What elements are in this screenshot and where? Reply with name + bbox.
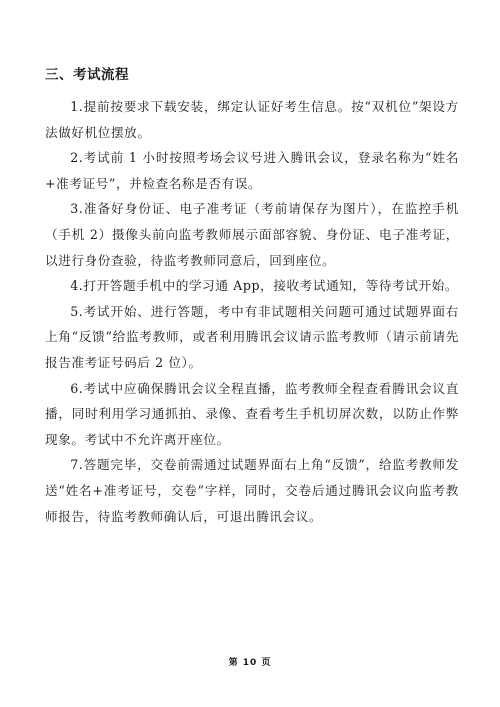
step-5-paragraph: 5.考试开始、进行答题，考中有非试题相关问题可通过试题界面右上角“反馈”给监考教师，或者利用腾讯会议请示监考教师（请示前请先报告准考证号码后 2 位）。 [45, 303, 459, 370]
step-2-paragraph: 2.考试前 1 小时按照考场会议号进入腾讯会议，登录名称为“姓名+准考证号”，并检查名称是否有误。 [45, 150, 459, 191]
step-6-paragraph: 6.考试中应确保腾讯会议全程直播，监考教师全程查看腾讯会议直播，同时利用学习通抓拍、录像、查看考生手机切屏次数，以防止作弊现象。考试中不允许离开座位。 [45, 380, 459, 447]
step-7-paragraph: 7.答题完毕，交卷前需通过试题界面右上角“反馈”，给监考教师发送“姓名+准考证号，交卷”字样，同时，交卷后通过腾讯会议向监考教师报告，待监考教师确认后，可退出腾讯会议。 [45, 457, 459, 524]
exam-procedure-body [45, 94, 459, 529]
section-heading: 三、考试流程 [45, 67, 129, 83]
step-3-paragraph: 3.准备好身份证、电子准考证（考前请保存为图片），在监控手机（手机 2）摄像头前向监考教师展示面部容貌、身份证、电子准考证，以进行身份查验，待监考教师同意后，回到座位。 [45, 201, 459, 268]
step-4-paragraph: 4.打开答题手机中的学习通 App，接收考试通知，等待考试开始。 [70, 278, 459, 294]
page-number: 第 10 页 [228, 658, 272, 668]
step-1-paragraph: 1.提前按要求下载安装，绑定认证好考生信息。按“双机位”架设方法做好机位摆放。 [45, 99, 459, 140]
